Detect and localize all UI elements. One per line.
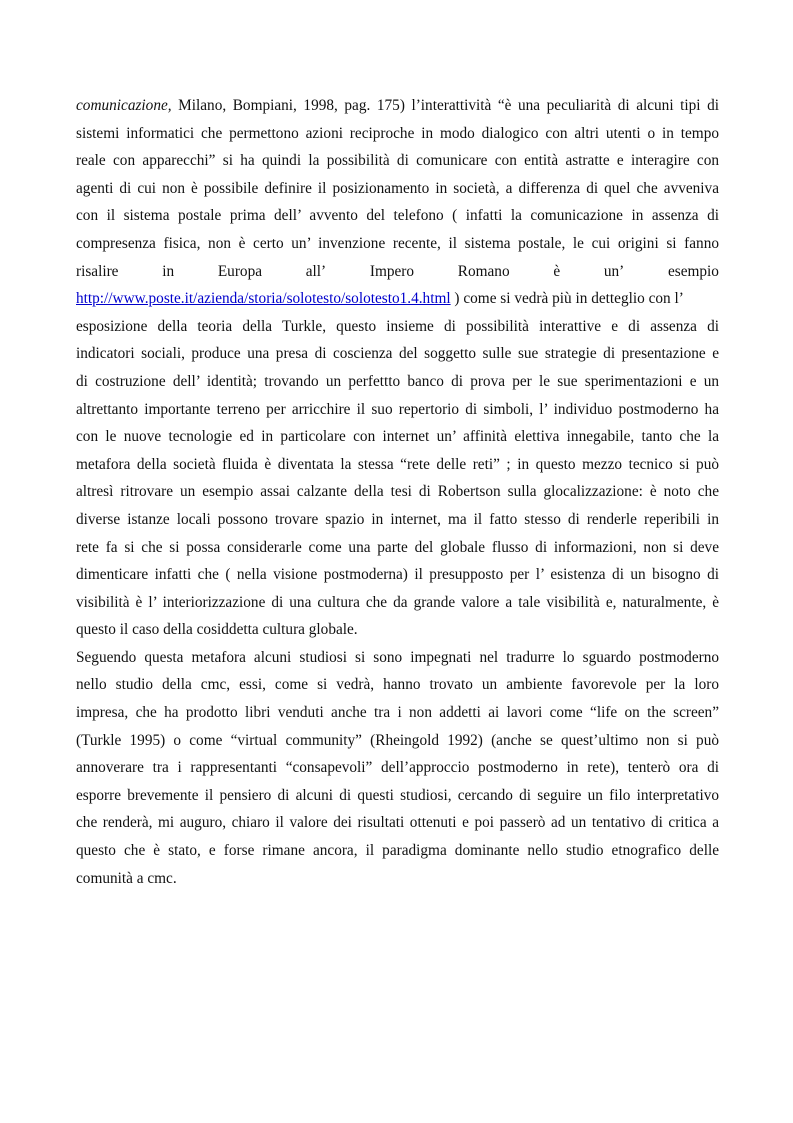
text-line: sistemi informatici che permettono azioni reciproche in modo dialogico con altri utenti o in tempo [76, 124, 719, 142]
text-line: nello studio della cmc, essi, come si vedrà, hanno trovato un ambiente favorevole per la loro [76, 676, 719, 694]
text-line: visibilità è l’ interiorizzazione di una cultura che da grande valore a tale visibilità e, naturalmente, è [76, 593, 719, 611]
italic-title: comunicazione, [76, 97, 172, 114]
text-line: compresenza fisica, non è certo un’ invenzione recente, il sistema postale, le cui origini si fanno [76, 234, 719, 252]
text-line: rete fa si che si possa considerarle come una parte del globale flusso di informazioni, non si deve [76, 538, 719, 556]
text-line: (Turkle 1995) o come “virtual community” (Rheingold 1992) (anche se quest’ultimo non si può [76, 731, 719, 749]
text-line: che renderà, mi auguro, chiaro il valore dei risultati ottenuti e poi passerò ad un tentativo di critica a [76, 814, 719, 832]
text-line: esposizione della teoria della Turkle, questo insieme di possibilità interattive e di assenza di [76, 317, 719, 335]
text-line: http://www.poste.it/azienda/storia/solotesto/solotesto1.4.html ) come si vedrà più in detteglio con l’ [76, 290, 684, 308]
text-line: comunità a cmc. [76, 869, 177, 887]
poste-history-link[interactable]: http://www.poste.it/azienda/storia/solotesto/solotesto1.4.html [76, 290, 451, 308]
text-line: annoverare tra i rappresentanti “consapevoli” dell’approccio postmoderno in rete), tenterò ora di [76, 759, 719, 777]
text-line: di costruzione dell’ identità; trovando un perfettto banco di prova per le sue sperimentazioni e un [76, 372, 719, 390]
text-line: diverse istanze locali possono trovare spazio in internet, ma il fatto stesso di renderle reperibili in [76, 510, 719, 528]
text-line: dimenticare infatti che ( nella visione postmoderna) il presupposto per l’ esistenza di un bisogno di [76, 566, 719, 584]
text-line: metafora della società fluida è diventata la stessa “rete delle reti” ; in questo mezzo tecnico si può [76, 455, 719, 473]
text-line: altresì ritrovare un esempio assai calzante della tesi di Robertson sulla glocalizzazione: è noto che [76, 483, 719, 501]
text-line: questo il caso della cosiddetta cultura globale. [76, 621, 358, 639]
text-line: comunicazione, Milano, Bompiani, 1998, pag. 175) l’interattività “è una peculiarità di alcuni tipi di [76, 97, 719, 114]
text-line: impresa, che ha prodotto libri venduti anche tra i non addetti ai lavori come “life on the screen” [76, 704, 719, 722]
paragraph-1 [76, 92, 719, 644]
text-line: con il sistema postale prima dell’ avvento del telefono ( infatti la comunicazione in assenza di [76, 207, 719, 225]
text-line: agenti di cui non è possibile definire il posizionamento in società, a differenza di quel che avveniva [76, 179, 719, 197]
text-line: Seguendo questa metafora alcuni studiosi si sono impegnati nel tradurre lo sguardo postmoderno [76, 648, 719, 666]
text-line: altrettanto importante terreno per arricchire il suo repertorio di simboli, l’ individuo postmoderno ha [76, 400, 719, 418]
text-line: con le nuove tecnologie ed in particolare con internet un’ affinità elettiva innegabile, tanto che la [76, 428, 719, 446]
paragraph-2 [76, 644, 719, 892]
text-line: esporre brevemente il pensiero di alcuni di questi studiosi, cercando di seguire un filo interpretativo [76, 786, 719, 804]
text-line: indicatori sociali, produce una presa di coscienza del soggetto sulle sue strategie di presentazione e [76, 345, 719, 363]
text-line: questo che è stato, e forse rimane ancora, il paradigma dominante nello studio etnografico delle [76, 842, 719, 860]
text-line-spread: risalire in Europa all’ Impero Romano è un’ esempio [76, 262, 719, 280]
text-line: reale con apparecchi” si ha quindi la possibilità di comunicare con entità astratte e interagire con [76, 152, 719, 170]
document-page [76, 92, 719, 892]
